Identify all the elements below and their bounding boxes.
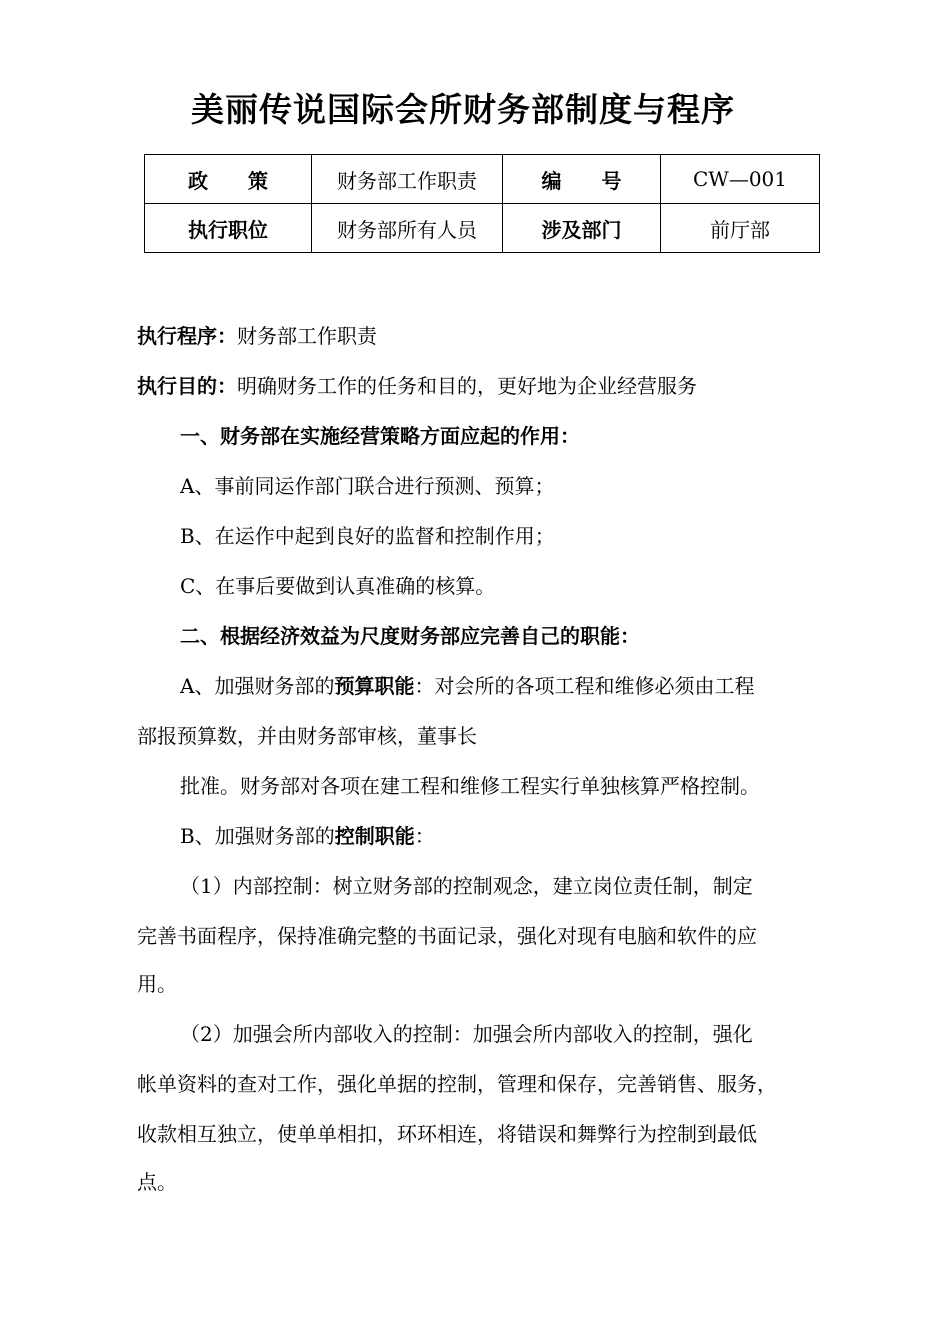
- budget-function-term: 预算职能: [334, 674, 415, 698]
- document-title: 美丽传说国际会所财务部制度与程序: [191, 90, 735, 129]
- policy-info-table: [144, 154, 820, 253]
- number-value: CW—001: [661, 155, 820, 204]
- b-rest: ：: [414, 824, 435, 848]
- internal-control-line2: 完善书面程序，保持准确完整的书面记录，强化对现有电脑和软件的应: [137, 924, 757, 948]
- section2-heading: 二、根据经济效益为尺度财务部应完善自己的职能：: [180, 624, 640, 648]
- table-row: [145, 155, 820, 204]
- a-rest: ：对会所的各项工程和维修必须由工程: [414, 674, 755, 698]
- internal-control-line3: 用。: [137, 972, 177, 996]
- section2-a-line3: 批准。财务部对各项在建工程和维修工程实行单独核算严格控制。: [180, 774, 760, 798]
- policy-label: 政 策: [145, 155, 312, 204]
- procedure-label: 执行程序：: [137, 324, 237, 348]
- a-prefix: A、加强财务部的: [180, 674, 335, 698]
- internal-control-line1: （1）内部控制：树立财务部的控制观念，建立岗位责任制，制定: [180, 874, 753, 898]
- exec-position-value: 财务部所有人员: [312, 204, 503, 253]
- revenue-control-line1: （2）加强会所内部收入的控制：加强会所内部收入的控制，强化: [180, 1022, 753, 1046]
- purpose-value: 明确财务工作的任务和目的，更好地为企业经营服务: [237, 374, 697, 398]
- department-label: 涉及部门: [503, 204, 661, 253]
- control-function-term: 控制职能: [334, 824, 415, 848]
- purpose-label: 执行目的：: [137, 374, 237, 398]
- section1-item-c: C、在事后要做到认真准确的核算。: [180, 574, 496, 598]
- number-label: 编 号: [503, 155, 661, 204]
- table-row: [145, 204, 820, 253]
- department-value: 前厅部: [661, 204, 820, 253]
- exec-position-label: 执行职位: [145, 204, 312, 253]
- section1-item-a: A、事前同运作部门联合进行预测、预算；: [180, 474, 555, 498]
- section1-heading: 一、财务部在实施经营策略方面应起的作用：: [180, 424, 580, 448]
- section1-item-b: B、在运作中起到良好的监督和控制作用；: [180, 524, 555, 548]
- purpose-line: [137, 370, 697, 399]
- revenue-control-line4: 点。: [137, 1170, 177, 1194]
- section2-a-line2: 部报预算数，并由财务部审核，董事长: [137, 724, 477, 748]
- revenue-control-line2: 帐单资料的查对工作，强化单据的控制，管理和保存，完善销售、服务，: [137, 1072, 777, 1096]
- procedure-value: 财务部工作职责: [237, 324, 377, 348]
- policy-value: 财务部工作职责: [312, 155, 503, 204]
- section2-a-line1: [180, 670, 754, 699]
- section2-b-line: [180, 820, 435, 849]
- revenue-control-line3: 收款相互独立，使单单相扣，环环相连，将错误和舞弊行为控制到最低: [137, 1122, 757, 1146]
- b-prefix: B、加强财务部的: [180, 824, 335, 848]
- procedure-line: [137, 320, 377, 349]
